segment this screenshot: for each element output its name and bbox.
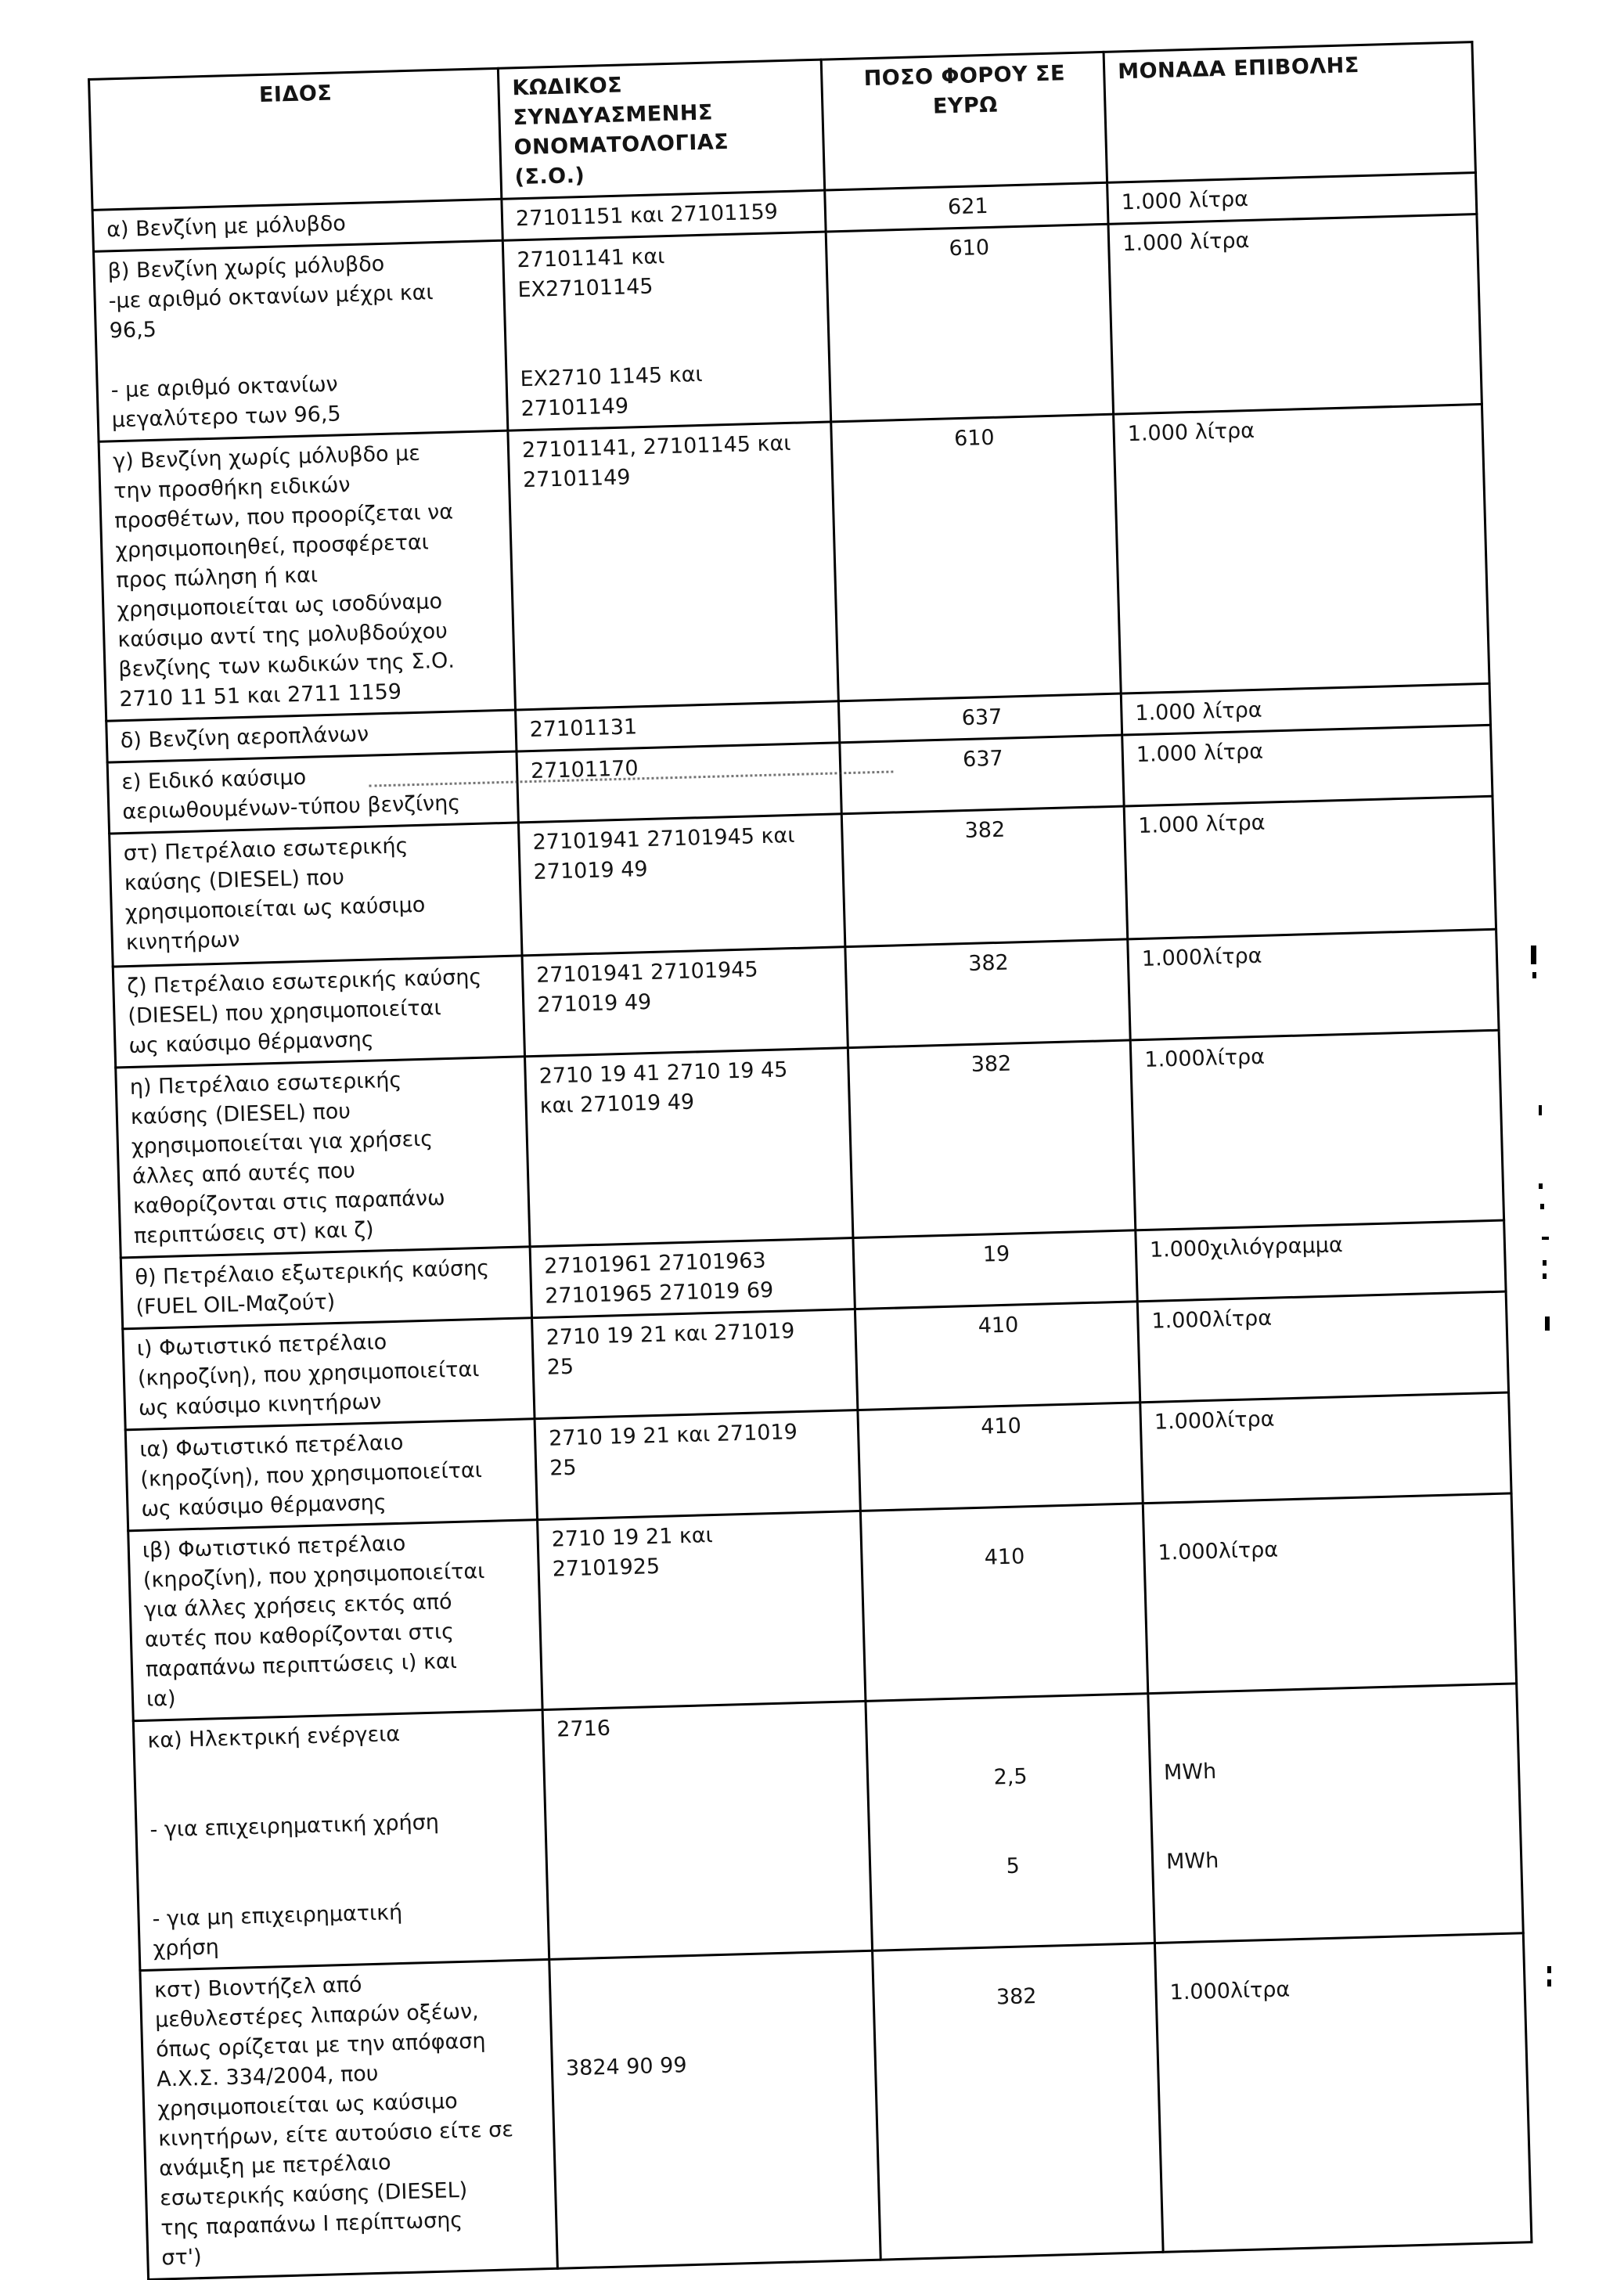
col-header-eidos: ΕΙΔΟΣ	[89, 68, 502, 210]
cell-beta-eidos: β) Βενζίνη χωρίς μόλυβδο -με αριθμό οκτανίων μέχρι και 96,5 - με αριθμό οκτανίων μεγαλύτερο των 96,5	[93, 240, 507, 441]
cell-epsilon-poso: 637	[840, 735, 1124, 814]
cell-ia-monada: 1.000λίτρα	[1140, 1392, 1511, 1504]
table-row-kappa-alpha	[133, 1684, 1523, 1971]
table-row-iota-beta	[128, 1493, 1517, 1721]
cell-alpha-kodikos: 27101151 και 27101159	[502, 190, 826, 240]
cell-kst-monada: 1.000λίτρα	[1154, 1933, 1532, 2253]
scan-artifact-speck	[1531, 945, 1536, 964]
cell-ka-poso: 2,5 5	[866, 1694, 1154, 1951]
col-header-poso: ΠΟΣΟ ΦΟΡΟΥ ΣΕ ΕΥΡΩ	[821, 52, 1107, 190]
cell-gamma-poso: 610	[831, 414, 1122, 701]
scan-artifact-speck	[1539, 1105, 1542, 1115]
cell-zeta-kodikos: 27101941 27101945 271019 49	[522, 947, 848, 1057]
cell-iota-eidos: ι) Φωτιστικό πετρέλαιο (κηροζίνη), που χρησιμοποιείται ως καύσιμο κινητήρων	[123, 1318, 535, 1430]
cell-alpha-eidos: α) Βενζίνη με μόλυβδο	[92, 199, 502, 251]
cell-alpha-monada: 1.000 λίτρα	[1107, 173, 1477, 225]
cell-zeta-monada: 1.000λίτρα	[1128, 929, 1499, 1040]
cell-st-poso: 382	[841, 806, 1127, 947]
cell-ia-eidos: ια) Φωτιστικό πετρέλαιο (κηροζίνη), που χρησιμοποιείται ως καύσιμο θέρμανσης	[125, 1419, 537, 1531]
cell-epsilon-eidos: ε) Ειδικό καύσιμο αεριωθουμένων-τύπου βενζίνης	[107, 751, 518, 834]
cell-st-kodikos: 27101941 27101945 και 271019 49	[518, 814, 844, 956]
cell-beta-poso: 610	[826, 224, 1113, 422]
scan-artifact-speck	[1540, 1204, 1544, 1209]
cell-kst-eidos: κστ) Βιοντήζελ από μεθυλεστέρες λιπαρών οξέων, όπως ορίζεται με την απόφαση Α.Χ.Σ. 334/2004, που χρησιμοποιείται ως καύσιμο κινητήρων, είτε αυτούσιο είτε σε ανάμιξη με πετρέλαιο εσωτερικής καύσης (DIESEL) της παραπάνω Ι περίπτωσης στ')	[140, 1959, 557, 2279]
table-row-gamma	[99, 404, 1489, 721]
cell-delta-monada: 1.000 λίτρα	[1121, 683, 1490, 735]
cell-theta-eidos: θ) Πετρέλαιο εξωτερικής καύσης (FUEL OIL-Μαζούτ)	[121, 1247, 531, 1329]
cell-kst-kodikos: 3824 90 99	[549, 1950, 881, 2268]
cell-epsilon-kodikos: 27101170	[517, 743, 841, 823]
cell-theta-kodikos: 27101961 27101963 27101965 271019 69	[530, 1238, 855, 1318]
cell-theta-poso: 19	[853, 1230, 1137, 1309]
scanned-table-area	[88, 41, 1530, 2280]
cell-ib-poso: 410	[860, 1504, 1147, 1702]
scan-artifact-speck	[1539, 1183, 1543, 1189]
table-row-kappa-sigma-tau	[140, 1933, 1532, 2280]
scan-artifact-speck	[1545, 1316, 1550, 1331]
cell-ka-kodikos: 2716	[542, 1701, 872, 1959]
cell-eta-poso: 382	[848, 1040, 1135, 1238]
cell-gamma-monada: 1.000 λίτρα	[1114, 404, 1489, 693]
scan-artifact-speck	[1542, 1237, 1549, 1240]
cell-eta-eidos: η) Πετρέλαιο εσωτερικής καύσης (DIESEL) που χρησιμοποιείται για χρήσεις άλλες από αυτές που καθορίζονται στις παραπάνω περιπτώσεις στ) και ζ)	[116, 1057, 530, 1258]
cell-zeta-eidos: ζ) Πετρέλαιο εσωτερικής καύσης (DIESEL) που χρησιμοποιείται ως καύσιμο θέρμανσης	[113, 956, 524, 1068]
col-header-monada: ΜΟΝΑΔΑ ΕΠΙΒΟΛΗΣ	[1104, 42, 1475, 183]
scan-artifact-speck	[1547, 1979, 1551, 1986]
cell-beta-kodikos: 27101141 και EX27101145 EX2710 1145 και 27101149	[502, 232, 830, 430]
cell-iota-monada: 1.000λίτρα	[1137, 1291, 1508, 1403]
table-row-eta	[116, 1030, 1504, 1258]
cell-zeta-poso: 382	[845, 939, 1130, 1048]
cell-theta-monada: 1.000χιλιόγραμμα	[1136, 1220, 1506, 1302]
cell-beta-monada: 1.000 λίτρα	[1108, 214, 1482, 415]
cell-ib-kodikos: 2710 19 21 και 27101925	[538, 1511, 866, 1709]
scan-artifact-speck	[1543, 1273, 1547, 1279]
scan-artifact-speck	[1532, 972, 1536, 978]
cell-ia-kodikos: 2710 19 21 και 271019 25	[535, 1410, 860, 1520]
cell-delta-poso: 637	[838, 693, 1122, 743]
scan-artifact-speck	[1547, 1966, 1551, 1973]
cell-ia-poso: 410	[858, 1403, 1143, 1511]
scan-artifact-speck	[1543, 1260, 1547, 1266]
cell-kst-poso: 382	[873, 1943, 1164, 2260]
cell-alpha-poso: 621	[825, 182, 1108, 232]
cell-ka-eidos: κα) Ηλεκτρική ενέργεια - για επιχειρηματική χρήση - για μη επιχειρηματική χρήση	[133, 1710, 549, 1971]
cell-st-eidos: στ) Πετρέλαιο εσωτερικής καύσης (DIESEL) που χρησιμοποιείται ως καύσιμο κινητήρων	[110, 823, 522, 967]
cell-gamma-kodikos: 27101141, 27101145 και 27101149	[508, 422, 839, 710]
cell-ib-monada: 1.000λίτρα	[1143, 1493, 1516, 1694]
cell-iota-poso: 410	[855, 1302, 1140, 1410]
cell-eta-kodikos: 2710 19 41 2710 19 45 και 271019 49	[525, 1048, 853, 1247]
cell-ka-monada: MWh MWh	[1148, 1684, 1523, 1943]
cell-epsilon-monada: 1.000 λίτρα	[1122, 725, 1493, 806]
table-row-beta	[93, 214, 1482, 442]
cell-gamma-eidos: γ) Βενζίνη χωρίς μόλυβδο με την προσθήκη ειδικών προσθέτων, που προορίζεται να χρησιμοποιηθεί, προσφέρεται προς πώληση ή και χρησιμοποιείται ως ισοδύναμο καύσιμο αντί της μολυβδούχου βενζίνης των κωδικών της Σ.Ο. 2710 11 51 και 2711 1159	[99, 430, 515, 721]
cell-ib-eidos: ιβ) Φωτιστικό πετρέλαιο (κηροζίνη), που χρησιμοποιείται για άλλες χρήσεις εκτός από αυτές που καθορίζονται στις παραπάνω περιπτώσεις ι) και ια)	[128, 1520, 542, 1721]
cell-delta-kodikos: 27101131	[516, 701, 840, 751]
cell-iota-kodikos: 2710 19 21 και 271019 25	[532, 1309, 858, 1419]
cell-delta-eidos: δ) Βενζίνη αεροπλάνων	[106, 710, 517, 762]
excise-duty-table	[88, 41, 1532, 2280]
cell-st-monada: 1.000 λίτρα	[1124, 796, 1496, 939]
cell-eta-monada: 1.000λίτρα	[1130, 1030, 1503, 1230]
col-header-kodikos: ΚΩΔΙΚΟΣ ΣΥΝΔΥΑΣΜΕΝΗΣ ΟΝΟΜΑΤΟΛΟΓΙΑΣ (Σ.Ο.)	[498, 59, 824, 199]
